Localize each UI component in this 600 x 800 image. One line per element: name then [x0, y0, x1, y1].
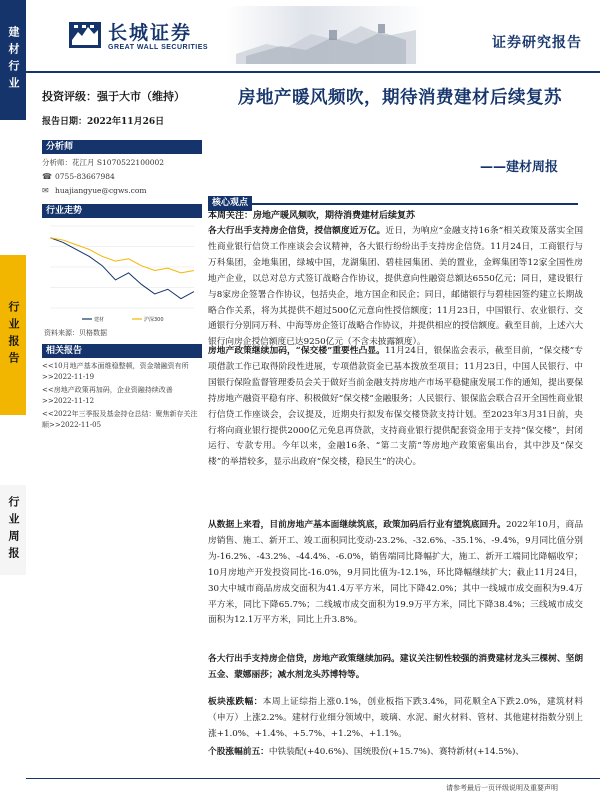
chart-source: 资料来源：贝格数据 — [44, 329, 107, 337]
logo-english: GREAT WALL SECURITIES — [108, 44, 209, 51]
related-reports — [42, 361, 204, 433]
related-report-item[interactable]: <<10月地产基本面维稳整顿，资金端融资有所>>2022-11-19 — [42, 362, 189, 381]
analyst-heading — [42, 140, 202, 154]
page-footer: 请参考最后一页评级说明及重要声明 — [446, 784, 558, 792]
paragraph-sector-body: 本周上证综指上涨0.1%，创业板指下跌3.4%，同花顺全A下跌2.0%，建筑材料（申万）上涨2.2%。建材行业细分领域中，玻璃、水泥、耐火材料、管材、其他建材指数分别上涨+1.0%、+1.4%、+5.7%、+1.2%、+1.1%。 — [208, 697, 583, 739]
report-subtitle: ——建材周报 — [479, 160, 558, 175]
paragraph-recommendation — [208, 652, 583, 684]
core-view-label: 核心观点 — [208, 196, 252, 211]
strip-weekly — [0, 485, 26, 575]
great-wall-logo-icon — [68, 18, 102, 52]
paragraph-policy — [208, 344, 583, 471]
chart-legend — [82, 316, 164, 323]
investment-rating: 投资评级：强于大市（维持） — [42, 90, 185, 103]
legend-label-a: 建材 — [94, 317, 105, 323]
related-heading — [42, 344, 202, 358]
strip-report-type — [0, 255, 26, 415]
paragraph-gainers-body: 中铁装配(+40.6%)、国统股份(+15.7%)、赛特新材(+14.5%)、 — [268, 747, 525, 757]
paragraph-credit-body: 近日，为响应“金融支持16条”相关政策及落实全国性商业银行信贷工作座谈会会议精神，各大银行纷纷出手支持房企信贷。11月24日，工商银行与万科集团，金地集团，绿城中国，龙湖集团、碧桂园集团、美的置业，金辉集团等12家全国性房地产企业，以总对总方式签订战略合作协议，提供意向性融资总额达6550亿元；同日，建设银行与8家房企签署合作协议，包括央企，地方国企和民企；同日，邮储银行与碧桂园签约建立长期战略合作关系，将为其提供不超过500亿元意向性授信额度；11月23日，中国银行、农业银行、交通银行分别同万科、中海等房企签订战略合作协议，并提供相应的授信额度。截至目前，上述六大银行向房企授信额度已达9250亿元（不含未披露额度）。 — [208, 226, 584, 348]
analyst-name: 分析师：花江月 S1070522100002 — [42, 158, 165, 167]
paragraph-data-body: 2022年10月，商品房销售、施工、新开工、竣工面积同比变动-23.2%、-32.6%、-35.1%、-9.4%，9月同比值分别为-16.2%、-43.2%、-44.4%、-6.0%，销售端同比降幅扩大，施工、新开工端同比降幅收窄；10月房地产开发投资同比-16.0%，9月同比值为-12.1%，环比降幅继续扩大；截止11月24日，30大中城市商品房成交面积为41.4万平方米，同比下降42.0%；其中一线城市成交面积为9.4万平方米，同比下降65.7%；二线城市成交面积为19.9万平方米，同比下降38.4%；三线城市成交面积为12.1万平方米，同比上升3.8%。 — [208, 520, 584, 626]
phone-icon: ☎ — [42, 172, 52, 181]
strip-industry — [0, 0, 26, 120]
chart-series-line-2 — [50, 238, 194, 273]
footer-divider — [26, 778, 600, 779]
related-report-item[interactable]: <<2022年三季报及基金持仓总结：聚焦新存关注顺>>2022-11-05 — [42, 410, 198, 429]
report-type-label: 证券研究报告 — [492, 35, 582, 51]
report-date: 报告日期：2022年11月26日 — [42, 117, 165, 127]
analyst-heading-label: 分析师 — [46, 142, 74, 152]
rating-block — [42, 88, 192, 127]
paragraph-gainers-lead: 个股涨幅前五： — [208, 747, 269, 757]
chart-series — [50, 238, 194, 299]
legend-label-b: 沪深300 — [144, 317, 164, 323]
email-icon: ✉ — [42, 186, 49, 195]
paragraph-top-gainers — [208, 745, 583, 761]
paragraph-policy-body: 11月24日，银保监会表示，截至目前，“保交楼”专项借款工作已取得阶段性进展，专项借款资金已基本拨放至项目；11月23日，中国人民银行、中国银行保险监督管理委员会关于做好当前金融支持房地产市场平稳健康发展工作的通知，提出要保持房地产融资平稳有序、积极做好“保交楼”金融服务；人民银行、银保监会联合召开全国性商业银行信贷工作座谈会，会议提及，近期央行拟发布保交楼贷款支持计划。至2023年3月31日前，央行将向商业银行提供2000亿元免息再贷款，支持商业银行提供配套资金用于支持“保交楼”，封闭运行、专款专用。今年以来，金融16条、“第二支箭”等房地产政策密集出台，其中涉及“保交楼”的举措较多，显示出政府“保交楼，稳民生”的决心。 — [208, 346, 583, 468]
strip-blank-2 — [0, 415, 26, 485]
analyst-name-row — [42, 156, 202, 170]
trend-heading-label: 行业走势 — [46, 206, 83, 216]
paragraph-credit-lead: 各大行出手支持房企信贷，授信额度近万亿。 — [208, 226, 386, 236]
strip-blank-1 — [0, 120, 26, 255]
analyst-email-row — [42, 184, 202, 198]
core-view-heading — [208, 190, 578, 208]
analyst-phone-row — [42, 170, 202, 184]
report-title: 房地产暖风频吹，期待消费建材后续复苏 — [238, 88, 562, 108]
page-header — [26, 0, 600, 72]
header-divider — [26, 71, 600, 73]
analyst-phone: 0755-83667984 — [55, 172, 115, 181]
side-strip — [0, 0, 26, 800]
logo-chinese: 长城证券 — [108, 22, 193, 44]
paragraph-sector-lead: 板块涨跌幅： — [208, 697, 263, 707]
paragraph-sector-moves — [208, 695, 583, 743]
industry-trend-chart — [42, 220, 202, 325]
paragraph-data-lead: 从数据上来看，目前房地产基本面继续筑底，政策加码后行业有望筑底回升。 — [208, 520, 506, 530]
paragraph-data — [208, 518, 583, 629]
weekly-focus: 本周关注：房地产暖风频吹，期待消费建材后续复苏 — [208, 211, 416, 221]
trend-heading — [42, 204, 202, 218]
paragraph-credit — [208, 224, 583, 351]
strip-report-label: 行业报告 — [7, 301, 20, 369]
chart-grid — [50, 226, 194, 308]
brand-logo — [68, 18, 218, 58]
related-report-item[interactable]: <<房地产政策再加码，企业资融持续改善>>2022-11-12 — [42, 386, 173, 405]
chart-series-line-1 — [50, 238, 194, 299]
paragraph-policy-lead: 房地产政策继续加码，“保交楼”重要性凸显。 — [208, 346, 385, 356]
analyst-info — [42, 156, 202, 198]
strip-weekly-label: 行业周报 — [7, 496, 20, 564]
paragraph-recommendation-text: 各大行出手支持房企信贷，房地产政策继续加码。建议关注韧性较强的消费建材龙头三棵树、坚朗五金、蒙娜丽莎；减水剂龙头苏博特等。 — [208, 654, 583, 680]
great-wall-banner-image — [226, 6, 426, 64]
analyst-email[interactable]: huajiangyue@cgws.com — [55, 186, 147, 195]
related-heading-label: 相关报告 — [46, 346, 83, 356]
strip-industry-label: 建材行业 — [7, 26, 20, 94]
